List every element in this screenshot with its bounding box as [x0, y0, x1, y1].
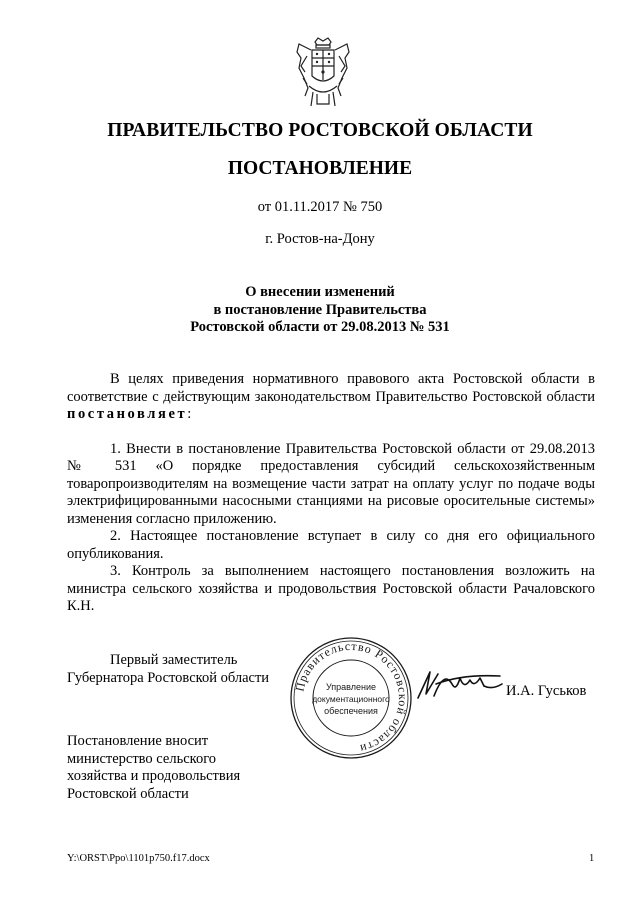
document-type: ПОСТАНОВЛЕНИЕ — [227, 158, 413, 179]
resolution-item: 1. Внести в постановление Правительства Ростовской области от 29.08.2013 № 531 «О порядке предоставления субсидий сельскохозяйственным товаропроизводителям на возмещение части затрат на оплату услуг по подаче воды электрифицированными насосными станциями на рисовые оросительные системы» изменения согласно приложению. — [67, 440, 595, 527]
resolution-item: 2. Настоящее постановление вступает в силу со дня его официального опубликования. — [67, 528, 595, 562]
signer-position-line: Первый заместитель — [110, 652, 238, 668]
signer-position — [67, 652, 307, 687]
initiator-line: Постановление вносит — [67, 733, 209, 749]
resolve-word: постановляет — [67, 406, 188, 422]
document-city: г. Ростов-на-Дону — [265, 231, 375, 247]
government-title: ПРАВИТЕЛЬСТВО РОСТОВСКОЙ ОБЛАСТИ — [107, 120, 533, 141]
subject-line: О внесении изменений — [245, 284, 395, 300]
signer-position-line: Губернатора Ростовской области — [67, 669, 270, 686]
initiator-note — [67, 733, 327, 803]
document-subject — [0, 284, 640, 337]
handwritten-signature — [412, 664, 508, 704]
initiator-line: министерство сельского — [67, 750, 217, 767]
footer-page-number: 1 — [589, 853, 595, 864]
subject-line: в постановление Правительства — [213, 301, 427, 318]
seal-inner-line: Управление — [325, 682, 377, 692]
initiator-line: хозяйства и продовольствия — [67, 768, 241, 784]
resolve-colon: : — [187, 406, 192, 422]
preamble-paragraph — [67, 371, 595, 424]
signer-name: И.А. Гуськов — [506, 683, 587, 699]
initiator-line: Ростовской области — [67, 785, 189, 802]
coat-of-arms-icon — [295, 36, 351, 108]
subject-line: Ростовской области от 29.08.2013 № 531 — [190, 319, 450, 335]
footer-file-path: Y:\ORST\Ppo\1101p750.f17.docx — [67, 853, 210, 864]
seal-inner-line: документационного — [312, 694, 390, 704]
resolution-item: 3. Контроль за выполнением настоящего постановления возложить на министра сельского хозяйства и продовольствия Ростовской области Рачаловского К.Н. — [67, 563, 595, 614]
document-date-number: от 01.11.2017 № 750 — [257, 199, 383, 215]
preamble-text: В целях приведения нормативного правового акта Ростовской области в соответствие с действующим законодательством Правительство Ростовской области — [67, 371, 595, 405]
seal-ring-text: Правительство Ростовской области — [292, 638, 411, 757]
seal-inner-line: обеспечения — [324, 706, 378, 716]
document-body — [67, 371, 595, 616]
